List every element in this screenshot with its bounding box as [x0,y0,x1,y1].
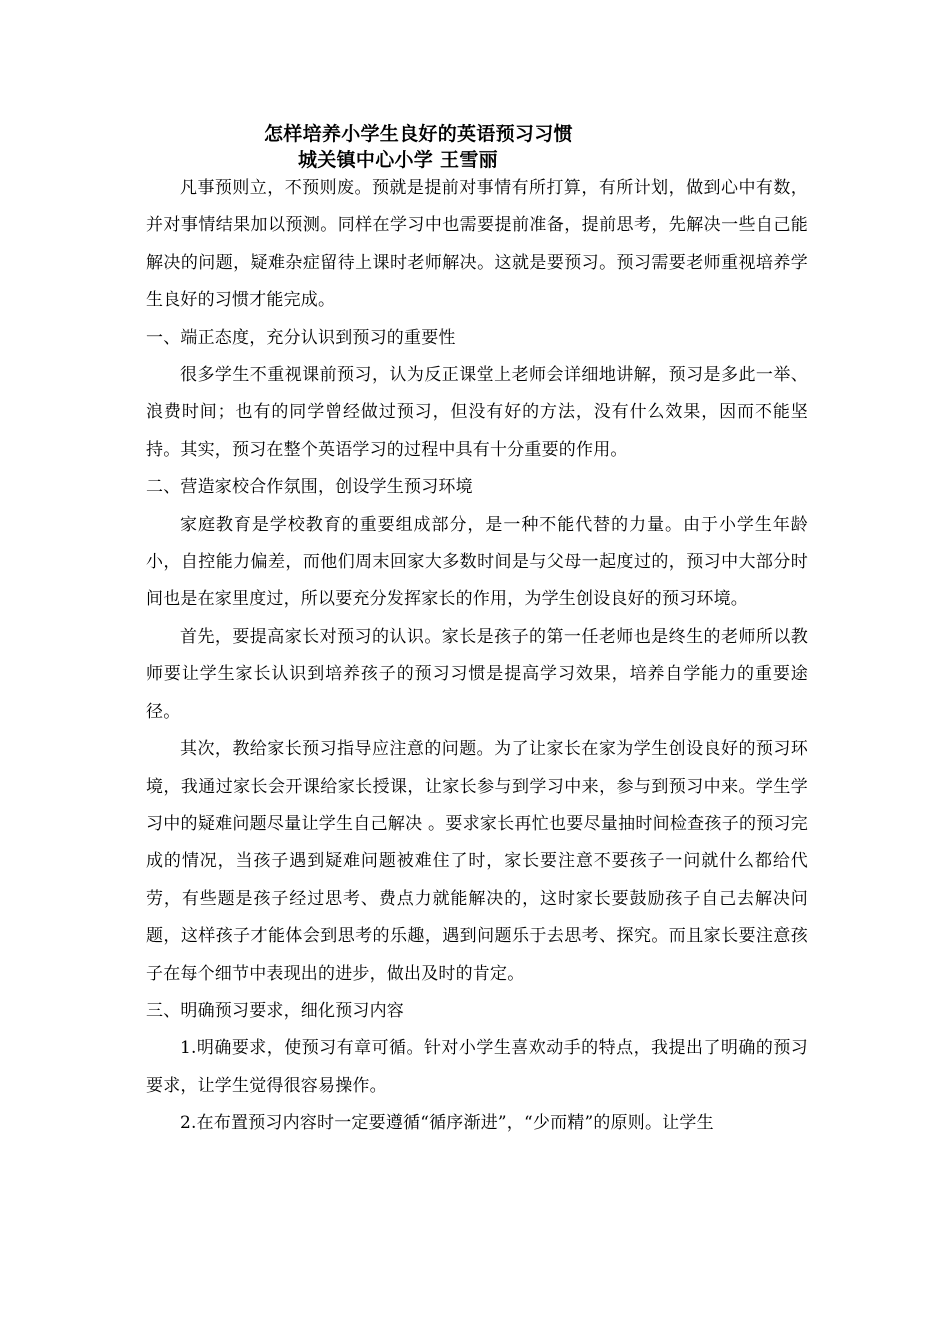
paragraph: 首先，要提高家长对预习的认识。家长是孩子的第一任老师也是终生的老师所以教师要让学生家长认识到培养孩子的预习习惯是提高学习效果，培养自学能力的重要途径。 [146,626,808,722]
section-heading-2: 二、营造家校合作氛围，创设学生预习环境 [146,477,473,498]
document-body [146,170,808,1143]
paragraph: 很多学生不重视课前预习，认为反正课堂上老师会详细地讲解，预习是多此一举、浪费时间；也有的同学曾经做过预习，但没有好的方法，没有什么效果，因而不能坚持。其实，预习在整个英语学习的过程中具有十分重要的作用。 [146,365,808,460]
paragraph: 1.明确要求，使预习有章可循。针对小学生喜欢动手的特点，我提出了明确的预习要求，让学生觉得很容易操作。 [146,1038,808,1096]
paragraph: 其次，教给家长预习指导应注意的问题。为了让家长在家为学生创设良好的预习环境，我通过家长会开课给家长授课，让家长参与到学习中来，参与到预习中来。学生学习中的疑难问题尽量让学生自己解决 。要求家长再忙也要尽量抽时间检查孩子的预习完成的情况，当孩子遇到疑难问题被难住了时，家长要注意不要孩子一问就什么都给代劳，有些题是孩子经过思考、费点力就能解决的，这时家长要鼓励孩子自己去解决问题，这样孩子才能体会到思考的乐趣，遇到问题乐于去思考、探究。而且家长要注意孩子在每个细节中表现出的进步，做出及时的肯定。 [146,739,808,984]
section-heading-1: 一、端正态度，充分认识到预习的重要性 [146,327,456,348]
document-author: 城关镇中心小学 王雪丽 [298,149,498,171]
document-title: 怎样培养小学生良好的英语预习习惯 [264,123,573,145]
section-heading-3: 三、明确预习要求，细化预习内容 [146,1000,404,1021]
paragraph: 家庭教育是学校教育的重要组成部分，是一种不能代替的力量。由于小学生年龄小，自控能力偏差，而他们周末回家大多数时间是与父母一起度过的，预习中大部分时间也是在家里度过，所以要充分发挥家长的作用，为学生创设良好的预习环境。 [146,514,808,610]
paragraph-intro: 凡事预则立，不预则废。预就是提前对事情有所打算，有所计划，做到心中有数，并对事情结果加以预测。同样在学习中也需要提前准备，提前思考，先解决一些自己能解决的问题，疑难杂症留待上课时老师解决。这就是要预习。预习需要老师重视培养学生良好的习惯才能完成。 [146,178,808,311]
paragraph: 2.在布置预习内容时一定要遵循“循序渐进”，“少而精”的原则。让学生 [180,1113,714,1134]
